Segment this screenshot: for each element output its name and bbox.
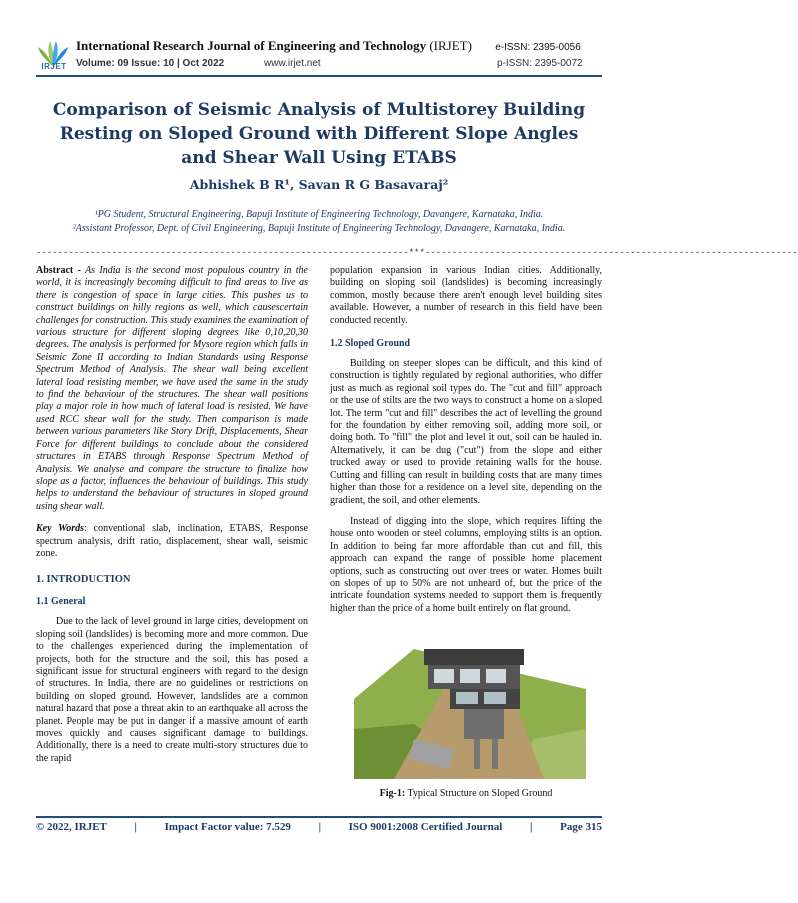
footer	[36, 821, 602, 833]
footer-rule	[36, 816, 602, 818]
footer-separator: |	[318, 821, 321, 833]
keywords-text: : conventional slab, inclination, ETABS, Response spectrum analysis, drift ratio, displacement, shear wall, seismic zone.	[36, 523, 308, 559]
paper-title: Comparison of Seismic Analysis of Multistorey Building Resting on Sloped Ground with Different Slope Angles and Shear Wall Using ETABS	[52, 100, 586, 168]
journal-name	[76, 38, 636, 54]
continued-paragraph: population expansion in various Indian cities. Additionally, building on sloping soil (landslides) is becoming increasingly common, mostly because there aren't enough level building sites available. However, a number of research in this field have been conducted recently.	[330, 265, 602, 326]
website-link[interactable]: www.irjet.net	[264, 58, 321, 69]
header-rule	[36, 75, 602, 77]
eissn: e-ISSN: 2395-0056	[495, 42, 581, 53]
section-heading-sloped-ground: 1.2 Sloped Ground	[330, 338, 411, 350]
volume-issue: Volume: 09 Issue: 10 | Oct 2022	[76, 58, 225, 69]
section-heading-general: 1.1 General	[36, 596, 86, 608]
separator: ---------------------------------------------------------------------***---------------------------------------------------------------------	[36, 248, 798, 258]
footer-separator: |	[530, 821, 533, 833]
pissn: p-ISSN: 2395-0072	[497, 58, 583, 69]
logo-text: IRJET	[41, 62, 67, 71]
affiliations	[36, 208, 602, 235]
footer-iso: ISO 9001:2008 Certified Journal	[348, 821, 503, 833]
footer-impact-factor: Impact Factor value: 7.529	[164, 821, 291, 833]
sloped-paragraph-1: Building on steeper slopes can be difficult, and this kind of construction is tightly regulated by regional authorities, who differ just as much as regional soil types do. The "cut and fill" approach or the use of stilts are the two ways to construct a home on a sloped lot. The term "cut and fill" describes the act of levelling the ground for the foundation by either removing soil, adding more soil, or doing both. To "fill" the plot and level it out, soil can be hauled in. Alternatively, it can be dug ("cut") from the slope and either trucked away or used to provide retaining walls for the house. Cutting and filling can result in building costs that are many times higher than those for a residence on a level site, depending on the gradient, the soil, and other elements.	[330, 358, 602, 506]
abstract-text: As India is the second most populous country in the world, it is increasingly becoming difficult to find areas to live as there is congestion of space in large cities. This pushes us to construct buildings on hilly regions as well, which causescertain challenges for construction. This study examines the examination of various structure for different sloping degrees like 0,10,20,30 degrees. The analysis is performed for Mysore region which falls in Seismic Zone II according to Indian Standards using Response Spectrum Method of Analysis. The shear wall being excellent lateral load resisting member, we have used the same in the study to find the behaviour of the structures. The shear wall positions play a major role in how much of lateral load is resisted. We have used RCC shear wall for the study. Then comparison is made between various parameters like Story Drift, Displacements, Shear Force for different buildings to conclude about the considered structures in ETABS through Response Spectrum Method of Analysis. We analyse and compare the structure to finalize how slope as a factor, influences the behaviour of buildings. This study helps to understand the behaviour of structures in sloped ground using shear wall.	[36, 265, 308, 512]
keywords	[36, 523, 308, 560]
journal-abbr: (IRJET)	[429, 38, 472, 53]
keywords-label: Key Words	[36, 523, 85, 535]
section-heading-introduction: 1. INTRODUCTION	[36, 574, 131, 586]
right-column	[330, 265, 602, 799]
sloped-paragraph-2: Instead of digging into the slope, which requires lifting the house onto wooden or steel columns, employing stilts is an option. In addition to being far more affordable than cut and fill, this approach can expand the range of possible home placement options, such as constructing out over trees or water. Homes built on slopes of up to 50% are not unheard of, but the price of the intricate foundation systems needed to support them is frequently higher than the price of a home built entirely on flat ground.	[330, 515, 602, 614]
footer-copyright: © 2022, IRJET	[36, 821, 107, 833]
left-column	[36, 265, 308, 765]
general-paragraph: Due to the lack of level ground in large cities, development on sloping soil (landslides) is becoming more and more common. Due to the challenges experienced during the implementation of projects, both for the structure and the soil, this has posed a significant issue for structural engineers with regard to the design of structures. In India, there are no guidelines or restrictions on building on sloped ground. However, landslides are a common natural hazard that pose a threat akin to an earthquake all across the planet. People may be put in danger if a massive amount of earth moves quickly and causes significant damage to buildings. Additionally, there is a need to create multi-story structures due to the rapid	[36, 616, 308, 764]
figure-caption	[330, 788, 602, 799]
affiliation-2: ²Assistant Professor, Dept. of Civil Engineering, Bapuji Institute of Engineering Technology, Davangere, Karnataka, India.	[72, 222, 566, 234]
abstract	[36, 265, 308, 513]
sloped-house-figure	[354, 629, 586, 779]
authors: Abhishek B R¹, Savan R G Basavaraj²	[189, 177, 449, 192]
affiliation-1: ¹PG Student, Structural Engineering, Bapuji Institute of Engineering Technology, Davangere, Karnataka, India.	[94, 209, 544, 220]
footer-separator: |	[134, 821, 137, 833]
journal-title: International Research Journal of Engineering and Technology	[76, 38, 427, 53]
figure-label: Fig-1:	[379, 787, 406, 799]
footer-page-number: Page 315	[560, 821, 602, 833]
abstract-label: Abstract -	[36, 265, 81, 276]
figure-caption-text: Typical Structure on Sloped Ground	[407, 787, 553, 799]
